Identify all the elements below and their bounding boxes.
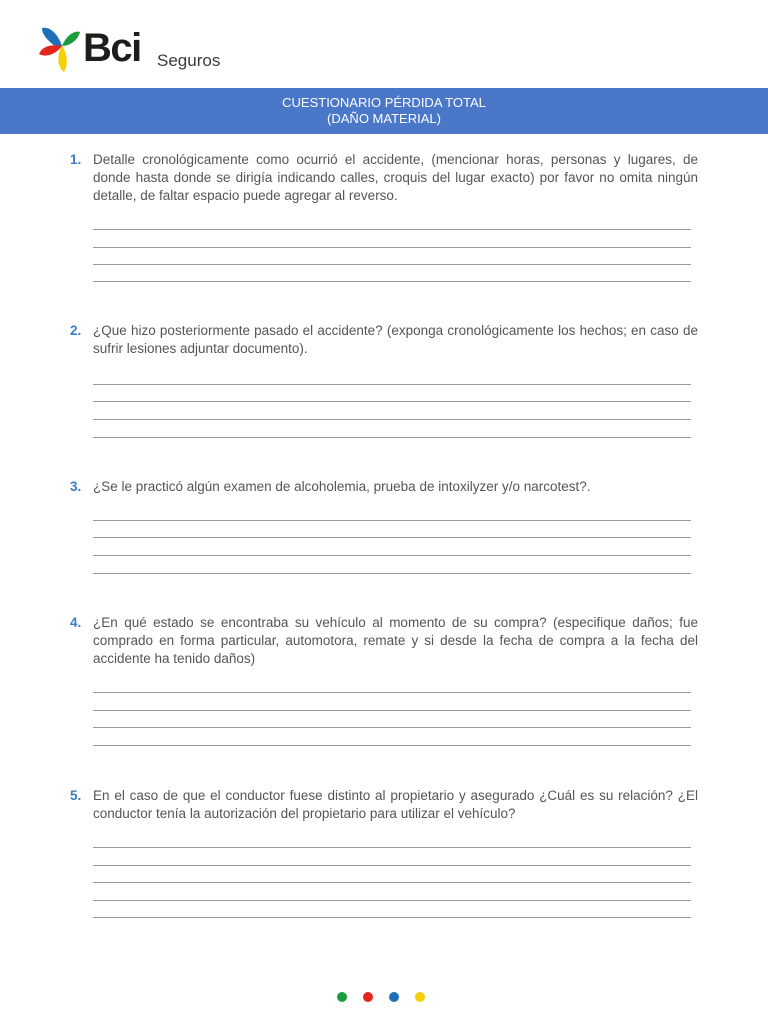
answer-line[interactable]: [93, 710, 691, 711]
question-text: ¿Que hizo posteriormente pasado el accidente? (exponga cronológicamente los hechos; en caso de sufrir lesiones adjuntar documento).: [93, 323, 698, 356]
title-banner: [0, 88, 768, 134]
answer-line[interactable]: [93, 384, 691, 385]
answer-line[interactable]: [93, 537, 691, 538]
answer-line[interactable]: [93, 745, 691, 746]
question-text: ¿En qué estado se encontraba su vehículo al momento de su compra? (especifique daños; fue comprado en forma particular, automotora, remate y si desde la fecha de compra a la fecha del accidente ha tenido daños): [93, 615, 698, 666]
answer-line[interactable]: [93, 264, 691, 265]
yellow-dot-icon: [415, 992, 425, 1002]
question-number: 5.: [70, 788, 82, 803]
answer-line[interactable]: [93, 882, 691, 883]
answer-line[interactable]: [93, 419, 691, 420]
question-number: 4.: [70, 615, 82, 630]
bci-logo-mark-icon: [36, 24, 84, 76]
answer-line[interactable]: [93, 692, 691, 693]
bci-seguros-logo: [36, 22, 236, 78]
question-text: ¿Se le practicó algún examen de alcoholemia, prueba de intoxilyzer y/o narcotest?.: [93, 479, 591, 494]
answer-line[interactable]: [93, 229, 691, 230]
answer-line[interactable]: [93, 520, 691, 521]
question-number: 2.: [70, 323, 82, 338]
answer-line[interactable]: [93, 727, 691, 728]
question-text: Detalle cronológicamente como ocurrió el accidente, (mencionar horas, personas y lugares, de donde hasta donde se dirigía indicando calles, croquis del lugar exacto) por favor no omita ningún detalle, de faltar espacio puede agregar al reverso.: [93, 152, 698, 203]
logo-subbrand: Seguros: [157, 51, 221, 70]
answer-line[interactable]: [93, 247, 691, 248]
answer-line[interactable]: [93, 917, 691, 918]
logo-brand: Bci: [83, 26, 141, 70]
answer-line[interactable]: [93, 437, 691, 438]
title-line-1: CUESTIONARIO PÉRDIDA TOTAL: [282, 95, 486, 110]
answer-line[interactable]: [93, 573, 691, 574]
green-dot-icon: [337, 992, 347, 1002]
blue-dot-icon: [389, 992, 399, 1002]
answer-line[interactable]: [93, 847, 691, 848]
answer-line[interactable]: [93, 401, 691, 402]
answer-line[interactable]: [93, 555, 691, 556]
question-number: 1.: [70, 152, 82, 167]
footer-dots: [337, 992, 437, 1004]
title-line-2: (DAÑO MATERIAL): [327, 111, 441, 126]
answer-line[interactable]: [93, 900, 691, 901]
answer-line[interactable]: [93, 281, 691, 282]
question-text: En el caso de que el conductor fuese distinto al propietario y asegurado ¿Cuál es su relación? ¿El conductor tenía la autorización del propietario para utilizar el vehículo?: [93, 788, 698, 821]
answer-line[interactable]: [93, 865, 691, 866]
question-number: 3.: [70, 479, 82, 494]
red-dot-icon: [363, 992, 373, 1002]
